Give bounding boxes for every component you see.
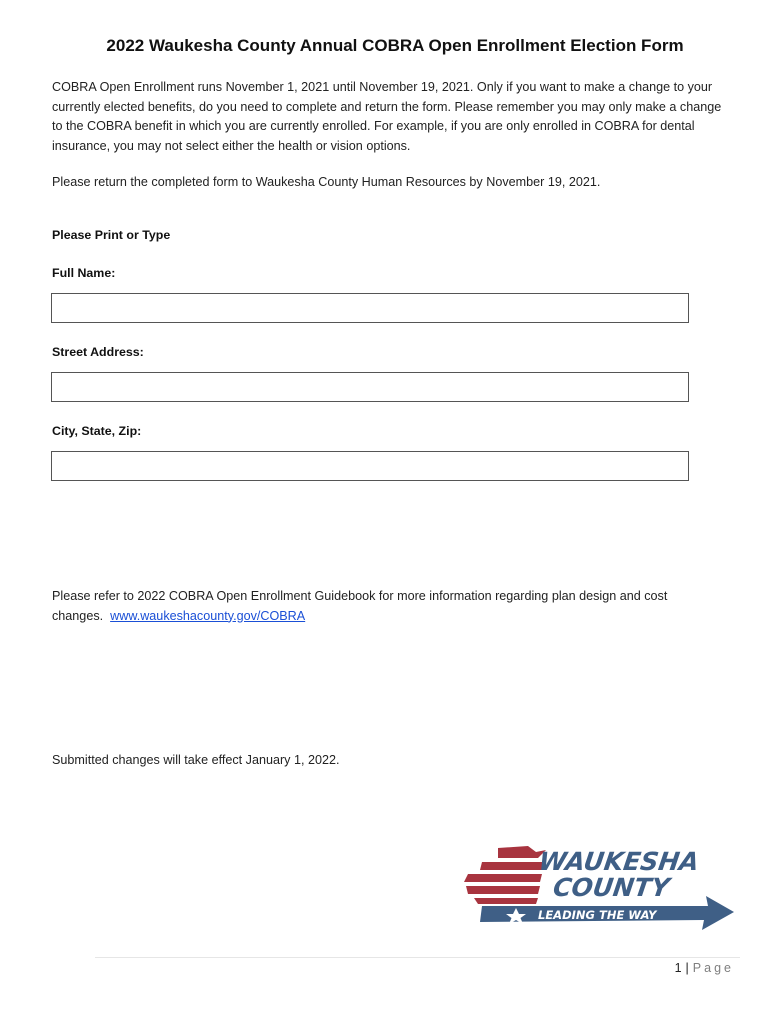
print-instruction: Please Print or Type <box>52 228 171 242</box>
guidebook-paragraph <box>52 587 732 626</box>
city-state-zip-label: City, State, Zip: <box>52 424 142 438</box>
footer-divider <box>95 957 740 958</box>
logo-tagline: LEADING THE WAY <box>538 908 657 922</box>
intro-paragraph: COBRA Open Enrollment runs November 1, 2021 until November 19, 2021. Only if you want to make a change to your currently elected benefits, do you need to complete and return the form. Please remember you may only make a change to the COBRA benefit in which you are currently enrolled. For example, if you are only enrolled in COBRA for dental insurance, you may not select either the health or vision options. <box>52 80 722 153</box>
return-notice: Please return the completed form to Waukesha County Human Resources by November 19, 2021. <box>52 175 601 189</box>
street-address-input[interactable] <box>52 373 688 401</box>
full-name-field-box <box>51 293 689 323</box>
city-state-zip-input[interactable] <box>52 452 688 480</box>
street-address-label: Street Address: <box>52 345 144 359</box>
street-address-field-box <box>51 372 689 402</box>
page-footer <box>675 961 734 975</box>
full-name-input[interactable] <box>52 294 688 322</box>
full-name-label: Full Name: <box>52 266 116 280</box>
footer-separator: | <box>685 961 689 975</box>
city-state-zip-field-box <box>51 451 689 481</box>
form-title: 2022 Waukesha County Annual COBRA Open Enrollment Election Form <box>106 36 684 55</box>
waukesha-county-logo <box>458 840 738 932</box>
guidebook-text: Please refer to 2022 COBRA Open Enrollment Guidebook for more information regarding plan design and cost changes. <box>52 589 668 623</box>
page-label: Page <box>692 961 734 975</box>
effective-date-notice: Submitted changes will take effect January 1, 2022. <box>52 753 340 767</box>
cobra-link[interactable]: www.waukeshacounty.gov/COBRA <box>110 608 306 623</box>
wisconsin-stripes-graphic <box>464 846 546 914</box>
logo-line-waukesha: WAUKESHA <box>536 847 701 876</box>
logo-line-county: COUNTY <box>551 873 672 902</box>
page-number: 1 <box>674 961 682 975</box>
